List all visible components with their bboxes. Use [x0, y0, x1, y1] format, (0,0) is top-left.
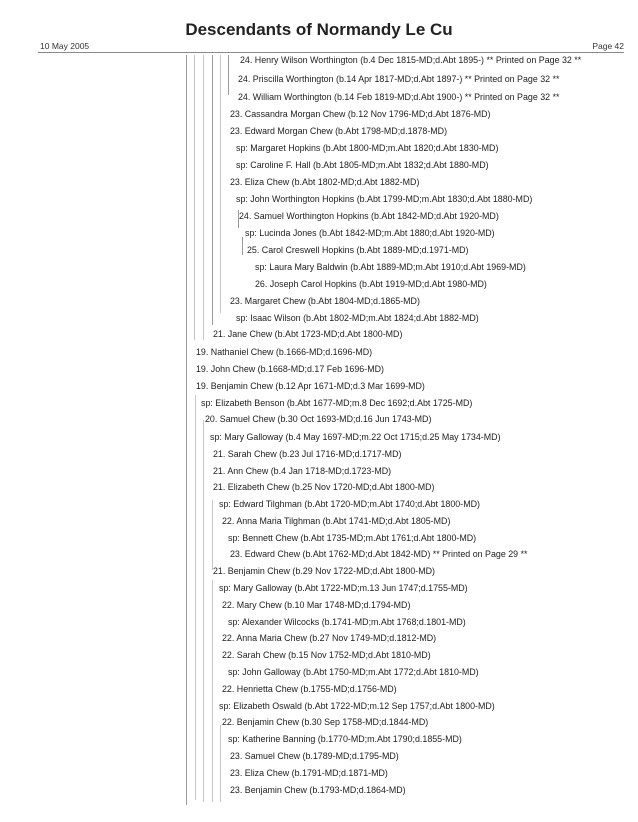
- list-item: 24. Priscilla Worthington (b.14 Apr 1817-MD;d.Abt 1897-) ** Printed on Page 32 **: [238, 74, 560, 84]
- list-item: 22. Anna Maria Tilghman (b.Abt 1741-MD;d.Abt 1805-MD): [222, 516, 451, 526]
- report-date: 10 May 2005: [40, 41, 90, 51]
- list-item: sp: Mary Galloway (b.Abt 1722-MD;m.13 Jun 1747;d.1755-MD): [219, 583, 468, 593]
- list-item: 23. Samuel Chew (b.1789-MD;d.1795-MD): [230, 751, 399, 761]
- list-item: sp: Isaac Wilson (b.Abt 1802-MD;m.Abt 1824;d.Abt 1882-MD): [236, 313, 479, 323]
- list-item: 21. Elizabeth Chew (b.25 Nov 1720-MD;d.Abt 1800-MD): [213, 482, 435, 492]
- list-item: 23. Benjamin Chew (b.1793-MD;d.1864-MD): [230, 785, 406, 795]
- list-item: sp: Katherine Banning (b.1770-MD;m.Abt 1790;d.1855-MD): [228, 734, 462, 744]
- list-item: sp: John Worthington Hopkins (b.Abt 1799-MD;m.Abt 1830;d.Abt 1880-MD): [236, 194, 533, 204]
- list-item: 21. Jane Chew (b.Abt 1723-MD;d.Abt 1800-MD): [213, 329, 403, 339]
- list-item: 23. Eliza Chew (b.1791-MD;d.1871-MD): [230, 768, 388, 778]
- list-item: sp: Edward Tilghman (b.Abt 1720-MD;m.Abt 1740;d.Abt 1800-MD): [219, 499, 480, 509]
- list-item: sp: John Galloway (b.Abt 1750-MD;m.Abt 1772;d.Abt 1810-MD): [228, 667, 479, 677]
- list-item: 22. Benjamin Chew (b.30 Sep 1758-MD;d.1844-MD): [222, 717, 429, 727]
- list-item: 21. Benjamin Chew (b.29 Nov 1722-MD;d.Abt 1800-MD): [213, 566, 435, 576]
- list-item: 23. Cassandra Morgan Chew (b.12 Nov 1796-MD;d.Abt 1876-MD): [230, 109, 491, 119]
- list-item: 20. Samuel Chew (b.30 Oct 1693-MD;d.16 Jun 1743-MD): [205, 414, 432, 424]
- list-item: sp: Mary Galloway (b.4 May 1697-MD;m.22 Oct 1715;d.25 May 1734-MD): [210, 432, 501, 442]
- list-item: sp: Laura Mary Baldwin (b.Abt 1889-MD;m.Abt 1910;d.Abt 1969-MD): [255, 262, 526, 272]
- list-item: 21. Sarah Chew (b.23 Jul 1716-MD;d.1717-MD): [213, 449, 402, 459]
- list-item: 24. William Worthington (b.14 Feb 1819-MD;d.Abt 1900-) ** Printed on Page 32 **: [238, 92, 560, 102]
- list-item: 22. Mary Chew (b.10 Mar 1748-MD;d.1794-MD): [222, 600, 411, 610]
- list-item: 19. John Chew (b.1668-MD;d.17 Feb 1696-MD): [196, 364, 384, 374]
- list-item: sp: Caroline F. Hall (b.Abt 1805-MD;m.Abt 1832;d.Abt 1880-MD): [236, 160, 489, 170]
- list-item: 24. Samuel Worthington Hopkins (b.Abt 1842-MD;d.Abt 1920-MD): [239, 211, 499, 221]
- list-item: sp: Alexander Wilcocks (b.1741-MD;m.Abt 1768;d.1801-MD): [228, 617, 466, 627]
- list-item: 19. Nathaniel Chew (b.1666-MD;d.1696-MD): [196, 347, 373, 357]
- list-item: sp: Lucinda Jones (b.Abt 1842-MD;m.Abt 1880;d.Abt 1920-MD): [245, 228, 495, 238]
- list-item: sp: Elizabeth Benson (b.Abt 1677-MD;m.8 Dec 1692;d.Abt 1725-MD): [201, 398, 473, 408]
- list-item: 23. Edward Chew (b.Abt 1762-MD;d.Abt 1842-MD) ** Printed on Page 29 **: [230, 549, 528, 559]
- page-title: Descendants of Normandy Le Cu: [185, 20, 453, 39]
- page-number: Page 42: [592, 41, 624, 51]
- list-item: 24. Henry Wilson Worthington (b.4 Dec 1815-MD;d.Abt 1895-) ** Printed on Page 32 **: [240, 55, 582, 65]
- list-item: sp: Bennett Chew (b.Abt 1735-MD;m.Abt 1761;d.Abt 1800-MD): [228, 533, 477, 543]
- list-item: 22. Sarah Chew (b.15 Nov 1752-MD;d.Abt 1810-MD): [222, 650, 431, 660]
- list-item: 26. Joseph Carol Hopkins (b.Abt 1919-MD;d.Abt 1980-MD): [255, 279, 487, 289]
- list-item: 21. Ann Chew (b.4 Jan 1718-MD;d.1723-MD): [213, 466, 392, 476]
- list-item: 23. Eliza Chew (b.Abt 1802-MD;d.Abt 1882-MD): [230, 177, 420, 187]
- list-item: 25. Carol Creswell Hopkins (b.Abt 1889-MD;d.1971-MD): [247, 245, 469, 255]
- list-item: 22. Anna Maria Chew (b.27 Nov 1749-MD;d.1812-MD): [222, 633, 437, 643]
- list-item: 22. Henrietta Chew (b.1755-MD;d.1756-MD): [222, 684, 397, 694]
- list-item: 23. Margaret Chew (b.Abt 1804-MD;d.1865-MD): [230, 296, 420, 306]
- list-item: 23. Edward Morgan Chew (b.Abt 1798-MD;d.1878-MD): [230, 126, 448, 136]
- list-item: sp: Elizabeth Oswald (b.Abt 1722-MD;m.12 Sep 1757;d.Abt 1800-MD): [219, 701, 495, 711]
- list-item: sp: Margaret Hopkins (b.Abt 1800-MD;m.Abt 1820;d.Abt 1830-MD): [236, 143, 499, 153]
- list-item: 19. Benjamin Chew (b.12 Apr 1671-MD;d.3 Mar 1699-MD): [196, 381, 425, 391]
